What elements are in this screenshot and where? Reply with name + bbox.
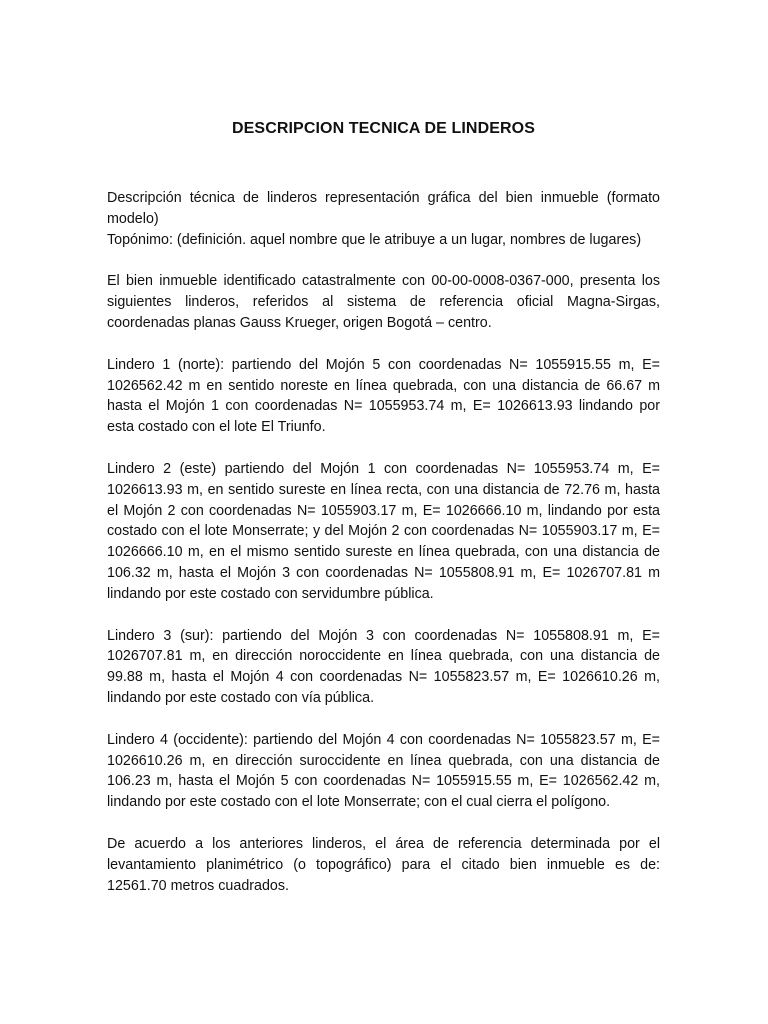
document-title: DESCRIPCION TECNICA DE LINDEROS — [232, 120, 535, 137]
paragraph-lindero-4: Lindero 4 (occidente): partiendo del Mojón 4 con coordenadas N= 1055823.57 m, E= 1026610.26 m, en dirección suroccidente en línea quebrada, con una distancia de 106.23 m, hasta el Mojón 5 con coordenadas N= 1055915.55 m, E= 1026562.42 m, lindando por este costado con el lote Monserrate; con el cual cierra el polígono. — [107, 731, 660, 811]
document-content — [107, 118, 660, 896]
intro-line-toponym: Topónimo: (definición. aquel nombre que le atribuye a un lugar, nombres de lugares) — [107, 231, 642, 248]
paragraph-lindero-2: Lindero 2 (este) partiendo del Mojón 1 con coordenadas N= 1055953.74 m, E= 1026613.93 m, en sentido sureste en línea recta, con una distancia de 72.76 m, hasta el Mojón 2 con coordenadas N= 1055903.17 m, E= 1026666.10 m, lindando por esta costado con el lote Monserrate; y del Mojón 2 con coordenadas N= 1055903.17 m, E= 1026666.10 m, en el mismo sentido sureste en línea quebrada, con una distancia de 106.32 m, hasta el Mojón 3 con coordenadas N= 1055808.91 m, E= 1026707.81 m lindando por este costado con servidumbre pública. — [107, 460, 660, 602]
paragraph-identification: El bien inmueble identificado catastralmente con 00-00-0008-0367-000, presenta los siguientes linderos, referidos al sistema de referencia oficial Magna-Sirgas, coordenadas planas Gauss Krueger, origen Bogotá – centro. — [107, 273, 660, 331]
paragraph-area: De acuerdo a los anteriores linderos, el área de referencia determinada por el levantamiento planimétrico (o topográfico) para el citado bien inmueble es de: 12561.70 metros cuadrados. — [107, 835, 660, 894]
paragraph-lindero-1: Lindero 1 (norte): partiendo del Mojón 5 con coordenadas N= 1055915.55 m, E= 1026562.42 m en sentido noreste en línea quebrada, con una distancia de 66.67 m hasta el Mojón 1 con coordenadas N= 1055953.74 m, E= 1026613.93 lindando por esta costado con el lote El Triunfo. — [107, 356, 660, 436]
intro-paragraph — [107, 188, 660, 250]
intro-line-description: Descripción técnica de linderos representación gráfica del bien inmueble (formato modelo) — [107, 190, 660, 227]
paragraph-lindero-3: Lindero 3 (sur): partiendo del Mojón 3 con coordenadas N= 1055808.91 m, E= 1026707.81 m, en dirección noroccidente en línea quebrada, con una distancia de 99.88 m, hasta el Mojón 4 con coordenadas N= 1055823.57 m, E= 1026610.26 m, lindando por este costado con vía pública. — [107, 627, 660, 706]
